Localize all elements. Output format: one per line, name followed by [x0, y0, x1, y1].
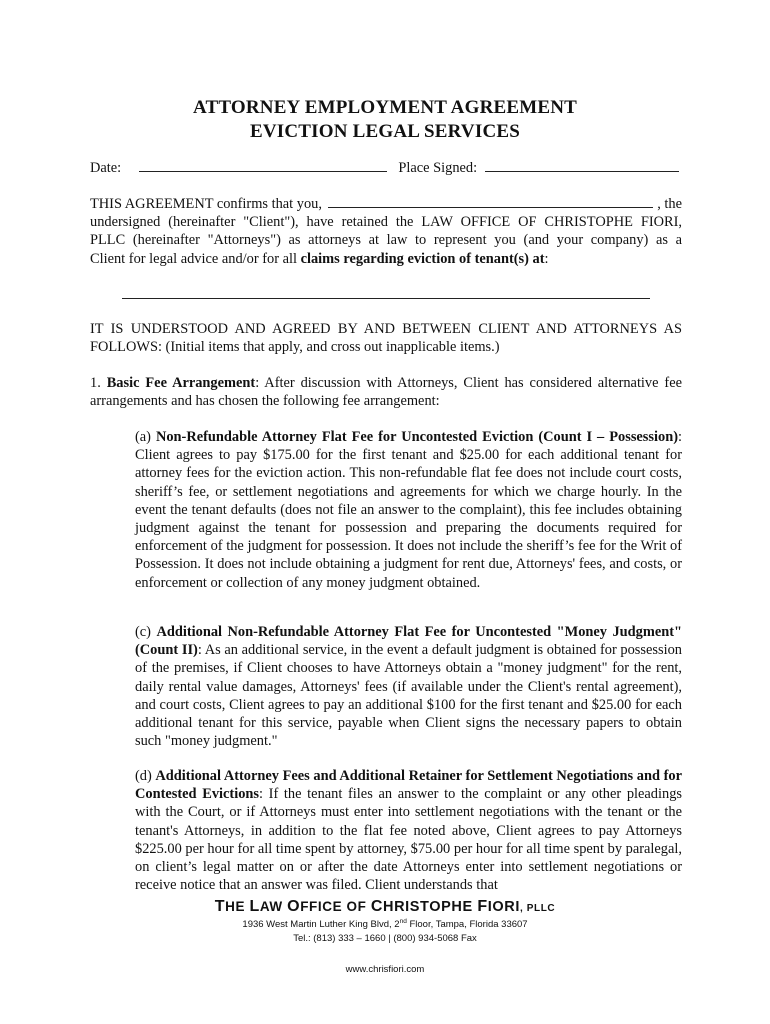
intro-line-2: undersigned (hereinafter "Client"), have retained the LAW OFFICE OF CHRISTOPHE FIORI,	[90, 214, 682, 231]
intro-text-1: THIS AGREEMENT confirms that you,	[90, 196, 322, 212]
item-a-label: (a)	[135, 429, 156, 445]
document-title-line-2: EVICTION LEGAL SERVICES	[249, 121, 520, 142]
item-a-paragraph	[135, 428, 682, 592]
firm-website-link[interactable]: www.chrisfiori.com	[345, 964, 425, 975]
understood-line-1: IT IS UNDERSTOOD AND AGREED BY AND BETWEEN CLIENT AND ATTORNEYS AS	[90, 321, 682, 337]
item-c-heading: Additional Non-Refundable Attorney Flat Fee for Uncontested "Money Judgment" (Count II)	[135, 624, 682, 659]
item-d-label: (d)	[135, 768, 156, 784]
firm-name: THE LAW OFFICE OF CHRISTOPHE FIORI, PLLC	[214, 898, 556, 915]
item-c-text: : As an additional service, in the event a default judgment is obtained for possession of the premises, if Client chooses to have Attorneys obtain a "money judgment" for the rent, daily rental value damages, Attorneys' fees (if available under the Client's rental agreement), and court costs, Client agrees to pay an additional $100 for the first tenant and $25.00 for each additional tenant for this service, payable when Client signs the necessary papers to obtain such "money judgment."	[135, 642, 682, 750]
intro-line-4: Client for legal advice and/or for all	[90, 250, 301, 267]
document-title-line-1: ATTORNEY EMPLOYMENT AGREEMENT	[192, 97, 578, 118]
section-1-number: 1.	[90, 375, 107, 391]
intro-line-4-end: :	[544, 250, 549, 267]
intro-paragraph	[90, 194, 682, 268]
place-signed-field[interactable]	[485, 158, 679, 172]
section-1-heading: Basic Fee Arrangement	[106, 375, 256, 391]
understood-line-2: FOLLOWS: (Initial items that apply, and cross out inapplicable items.)	[90, 339, 500, 356]
date-field[interactable]	[139, 158, 387, 172]
date-row	[90, 158, 682, 177]
item-d-paragraph	[135, 767, 682, 894]
item-c-label: (c)	[135, 624, 157, 640]
intro-line-3: PLLC (hereinafter "Attorneys") as attorneys at law to represent you (and your company) as a	[90, 232, 682, 249]
firm-phone: Tel.: (813) 333 – 1660 | (800) 934-5068 Fax	[293, 933, 477, 944]
item-a-heading: Non-Refundable Attorney Flat Fee for Uncontested Eviction (Count I – Possession)	[155, 429, 679, 445]
item-d-text: : If the tenant files an answer to the complaint or any other pleadings with the Court, or if Attorneys must enter into settlement negotiations with the tenant or the tenant's Attorneys, in addition to the flat fee noted above, Client agrees to pay Attorneys $225.00 per hour for all time spent by attorney, $75.00 per hour for all time spent by paralegal, on client’s legal matter on or after the date Attorneys enter into settlement negotiations or receive notice that an answer was filed. Client understands that	[135, 786, 682, 894]
firm-address: 1936 West Martin Luther King Blvd, 2nd Floor, Tampa, Florida 33607	[242, 918, 528, 931]
place-signed-label: Place Signed:	[398, 160, 478, 176]
section-1-text: : After discussion with Attorneys, Client has considered alternative fee arrangements and has chosen the following fee arrangement:	[90, 375, 682, 410]
date-label: Date:	[90, 160, 122, 176]
section-1-paragraph	[90, 374, 682, 410]
understood-paragraph	[90, 320, 682, 356]
item-c-paragraph	[135, 623, 682, 750]
property-address-field[interactable]	[122, 298, 650, 299]
client-name-field[interactable]	[328, 194, 653, 208]
item-a-text: : Client agrees to pay $175.00 for the first tenant and $25.00 for each additional tenant for attorney fees for the eviction action. This non-refundable flat fee does not include court costs, sheriff’s fee, or settlement negotiations and agreements for which we charge hourly. In the event the tenant defaults (does not file an answer to the complaint), this fee includes obtaining judgment against the tenant for possession and preparing the documents required for enforcement of the judgment for possession. It does not include the sheriff’s fee for the Writ of Possession. It does not include obtaining a judgment for rent due, Attorneys' fees, and costs, or enforcement or collection of any money judgment obtained.	[135, 429, 683, 591]
item-d-heading: Additional Attorney Fees and Additional Retainer for Settlement Negotiations and for Contested Evictions	[135, 768, 682, 803]
intro-claims-bold: claims regarding eviction of tenant(s) at	[300, 250, 545, 267]
intro-text-2: , the	[657, 196, 682, 212]
